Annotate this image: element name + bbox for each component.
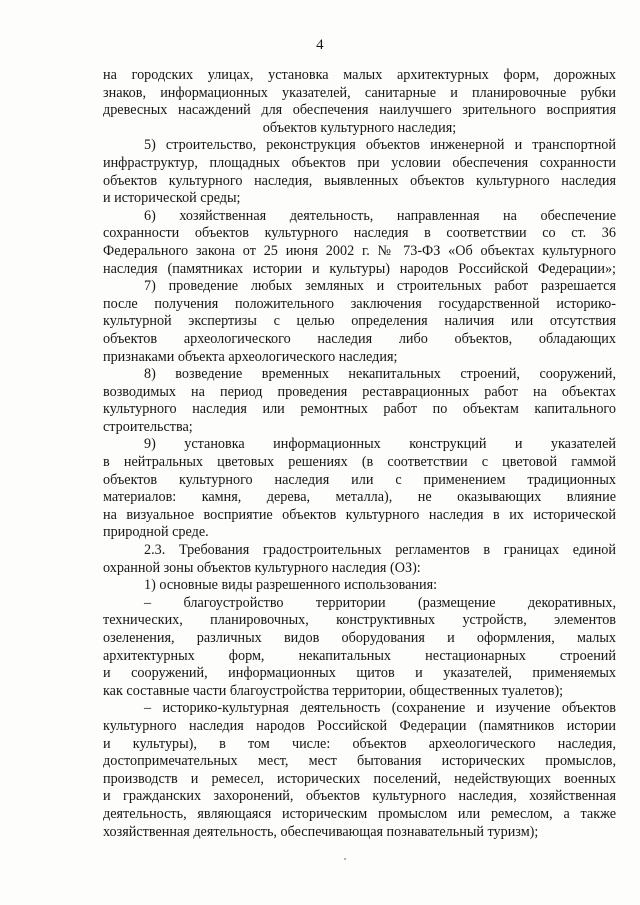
text-line: хозяйственная деятельность, обеспечивающая познавательный туризм); — [103, 823, 539, 840]
text-line: технических, планировочных, конструктивных устройств, элементов — [103, 612, 616, 629]
text-line: возводимых на период проведения реставрационных работ на объектах — [103, 383, 616, 400]
text-line: культурного наследия народов Российской Федерации (памятников истории — [103, 717, 616, 734]
text-line: культурного наследия или ремонтных работ по объектам капитального — [103, 401, 616, 418]
page-number: 4 — [316, 37, 324, 53]
text-line: признаками объекта археологического наследия; — [103, 348, 398, 365]
text-line: 5) строительство, реконструкция объектов инженерной и транспортной — [144, 137, 616, 154]
text-line: объектов археологического наследия либо объектов, обладающих — [103, 330, 616, 347]
text-line: производств и ремесел, исторических поселений, недействующих военных — [103, 770, 616, 787]
text-line: 1) основные виды разрешенного использования: — [144, 577, 438, 594]
text-line: озеленения, различных видов оборудования и оформления, малых — [103, 630, 616, 646]
text-line: 7) проведение любых земляных и строительных работ разрешается — [144, 278, 616, 295]
text-line: деятельность, являющаяся историческим промыслом или ремеслом, а также — [103, 805, 616, 822]
text-line: – историко-культурная деятельность (сохранение и изучение объектов — [144, 700, 616, 717]
text-line: в нейтральных цветовых решениях (в соответствии с цветовой гаммой — [103, 454, 616, 471]
text-line: на визуальное восприятие объектов культурного наследия в их исторической — [103, 506, 616, 523]
text-line: природной среде. — [103, 524, 209, 541]
text-line: сохранности объектов культурного наследия в соответствии со ст. 36 — [103, 225, 616, 242]
text-line: 8) возведение временных некапитальных строений, сооружений, — [144, 366, 616, 383]
text-line: объектов культурного наследия или с применением традиционных — [103, 471, 616, 488]
text-line: инфраструктур, площадных объектов при условии обеспечения сохранности — [103, 154, 616, 171]
text-line: 9) установка информационных конструкций и указателей — [144, 436, 616, 453]
text-line: и исторической среды; — [103, 190, 241, 207]
text-line: охранной зоны объектов культурного наследия (ОЗ): — [103, 559, 421, 576]
text-line: материалов: камня, дерева, металла), не оказывающих влияние — [103, 489, 616, 506]
document-body — [103, 67, 616, 841]
text-line: и сооружений, информационных щитов и указателей, применяемых — [103, 665, 616, 682]
text-line: 2.3. Требования градостроительных регламентов в границах единой — [144, 542, 616, 559]
text-line: 6) хозяйственная деятельность, направленная на обеспечение — [144, 207, 616, 224]
text-line: объектов культурного наследия; — [262, 119, 457, 136]
text-line: строительства; — [103, 418, 193, 435]
text-line: достопримечательных мест, мест бытования исторических промыслов, — [103, 753, 616, 770]
text-line: объектов культурного наследия, выявленных объектов культурного наследия — [103, 172, 616, 189]
text-line: знаков, информационных указателей, санитарные и планировочные рубки — [103, 84, 616, 101]
text-line: – благоустройство территории (размещение декоративных, — [144, 594, 616, 611]
text-line: архитектурных форм, некапитальных нестационарных строений — [103, 647, 616, 664]
text-line: и культуры), в том числе: объектов археологического наследия, — [103, 735, 616, 752]
scan-artifact — [344, 858, 346, 860]
text-line: после получения положительного заключения государственной историко- — [103, 295, 616, 312]
text-line: культурной экспертизы с целью определения наличия или отсутствия — [103, 313, 616, 330]
text-line: Федерального закона от 25 июня 2002 г. № 73-ФЗ «Об объектах культурного — [103, 242, 616, 259]
text-line: и гражданских захоронений, объектов культурного наследия, хозяйственная — [103, 788, 616, 805]
text-line: на городских улицах, установка малых архитектурных форм, дорожных — [103, 67, 616, 83]
text-line: как составные части благоустройства территории, общественных туалетов); — [103, 682, 564, 699]
text-line: древесных насаждений для обеспечения наилучшего зрительного восприятия — [103, 102, 616, 119]
text-line: наследия (памятниках истории и культуры) народов Российской Федерации»; — [103, 260, 616, 277]
